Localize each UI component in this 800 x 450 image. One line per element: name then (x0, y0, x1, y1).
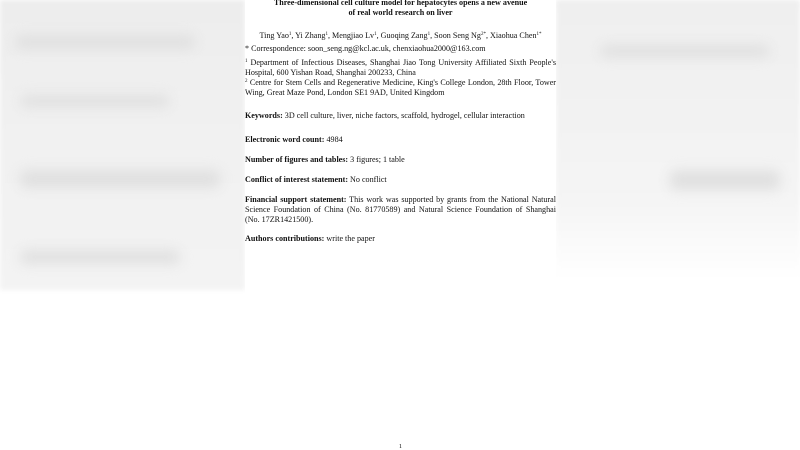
blurred-background-right (556, 0, 800, 450)
financial-statement (245, 195, 556, 225)
author-name: Xiaohua Chen (489, 31, 537, 40)
author-list: Ting Yao$^1$, Yi Zhang$^1$, Mengjiao Lv$^1$, Guoqing Zang$^1$, Soon Seng $Ng^{2*}$, Xiaohua Chen$^{1*}$ (259, 31, 542, 40)
paper-title (245, 0, 556, 18)
affiliation-2 (245, 77, 556, 98)
contributions-label: Authors contributions: (245, 234, 325, 243)
conflict-statement (245, 175, 556, 185)
blurred-text-shape (600, 45, 770, 57)
affiliation-mark: 1 (245, 59, 248, 64)
blurred-background-left (0, 0, 245, 450)
author-affiliation-mark: 1 (288, 32, 292, 37)
financial-text: This work was supported by grants from the National Natural Science Foundation of China (No. 81770589) and Natural Science Foundation of Shanghai (No. 17ZR1421500). (245, 195, 556, 224)
conflict-label: Conflict of interest statement: (245, 175, 349, 184)
author-affiliation-mark: 2* (480, 32, 486, 37)
blurred-text-shape (20, 95, 170, 107)
blurred-text-shape (670, 170, 780, 190)
affiliation-text: Department of Infectious Diseases, Shanghai Jiao Tong University Affiliated Sixth People's Hospital, 600 Yishan Road, Shanghai 200233, China (245, 58, 556, 77)
author-name: Guoqing Zang (380, 31, 428, 40)
figures-tables (245, 155, 556, 165)
keywords (245, 111, 556, 121)
author-affiliation-mark: 1 (427, 32, 431, 37)
figures-label: Number of figures and tables: (245, 155, 349, 164)
affiliation-mark: 2 (245, 79, 248, 84)
blurred-text-shape (20, 250, 180, 264)
page-number: 1 (398, 443, 403, 450)
author-name: Mengjiao Lv (332, 31, 375, 40)
figures-value: 3 figures; 1 table (350, 155, 405, 164)
keywords-label: Keywords: (245, 111, 283, 120)
author-name: Ting Yao (259, 31, 289, 40)
author-affiliation-mark: 1 (374, 32, 377, 37)
title-line-1: Three-dimensional cell culture model for hepatocytes opens a new avenue (273, 0, 528, 7)
keywords-text: 3D cell culture, liver, niche factors, scaffold, hydrogel, cellular interaction (284, 111, 525, 120)
author-name: Yi Zhang (295, 31, 326, 40)
author-affiliation-mark: 1 (325, 32, 328, 37)
word-count-value: 4984 (326, 135, 343, 144)
correspondence: * Correspondence: soon_seng.ng@kcl.ac.uk, chenxiaohua2000@163.com (245, 44, 486, 53)
word-count (245, 135, 556, 145)
conflict-value: No conflict (350, 175, 387, 184)
blurred-text-shape (20, 170, 220, 188)
financial-label: Financial support statement: (245, 195, 347, 204)
author-contributions (245, 234, 556, 244)
word-count-label: Electronic word count: (245, 135, 325, 144)
author-affiliation-mark: 1* (536, 32, 542, 37)
document-page (245, 0, 556, 450)
affiliation-1 (245, 57, 556, 78)
contributions-text: write the paper (326, 234, 375, 243)
title-line-2: of real world research on liver (348, 8, 453, 17)
blurred-text-shape (15, 35, 195, 49)
author-name: Soon Seng Ng (434, 31, 481, 40)
affiliation-text: Centre for Stem Cells and Regenerative Medicine, King's College London, 28th Floor, Tower Wing, Great Maze Pond, London SE1 9AD, United Kingdom (245, 78, 556, 97)
